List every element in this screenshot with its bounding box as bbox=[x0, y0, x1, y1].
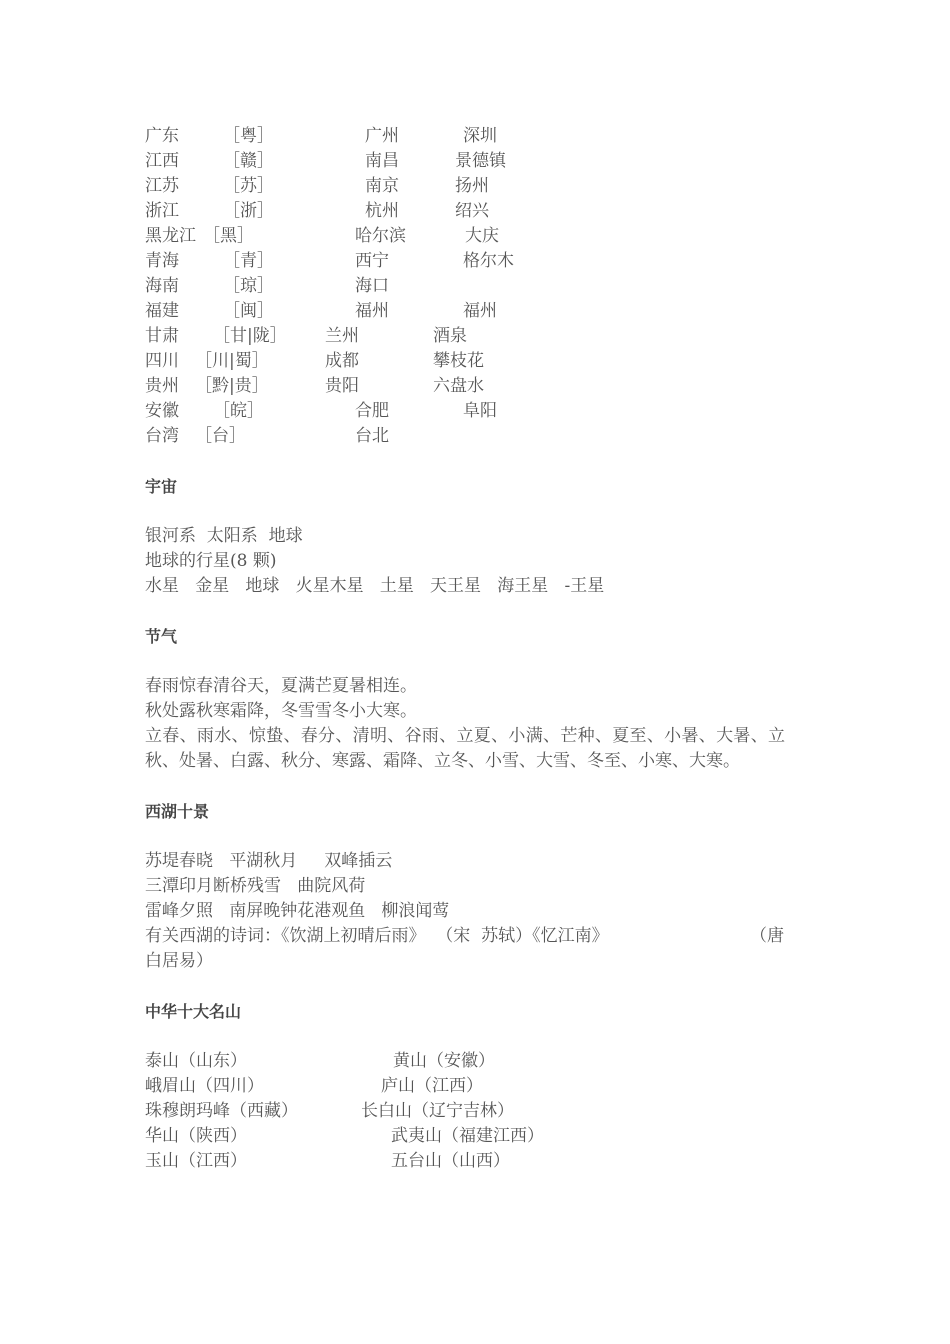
section-heading-west-lake: 西湖十景 bbox=[145, 802, 210, 821]
west-lake-poems-author: 白居易） bbox=[145, 951, 213, 971]
province-capital: 西宁 bbox=[355, 251, 389, 271]
solar-terms-list: 立春、雨水、惊蛰、春分、清明、谷雨、立夏、小满、芒种、夏至、小暑、大暑、立秋、处暑、白露、秋分、寒露、霜降、立冬、小雪、大雪、冬至、小寒、大寒。 bbox=[145, 726, 785, 771]
province-abbr: ［赣］ bbox=[223, 151, 274, 171]
province-capital: 广州 bbox=[365, 126, 399, 146]
province-row bbox=[145, 324, 795, 349]
solar-terms-verse-1: 春雨惊春清谷天，夏满芒夏暑相连。 bbox=[145, 676, 417, 696]
province-row bbox=[145, 249, 795, 274]
mountain-left: 峨眉山（四川） bbox=[145, 1076, 264, 1096]
section-heading-solar-terms: 节气 bbox=[145, 627, 178, 646]
province-name: 安徽 bbox=[145, 401, 179, 421]
mountain-left: 珠穆朗玛峰（西藏） bbox=[145, 1101, 298, 1121]
mountain-right: 武夷山（福建江西） bbox=[391, 1126, 544, 1146]
province-row bbox=[145, 299, 795, 324]
province-row bbox=[145, 374, 795, 399]
province-row bbox=[145, 174, 795, 199]
mountain-row bbox=[145, 1149, 795, 1174]
solar-terms-verse-2: 秋处露秋寒霜降，冬雪雪冬小大寒。 bbox=[145, 701, 417, 721]
section-heading-universe: 宇宙 bbox=[145, 477, 178, 496]
province-table bbox=[145, 124, 795, 449]
province-city: 阜阳 bbox=[463, 401, 497, 421]
province-city: 六盘水 bbox=[433, 376, 484, 396]
mountain-row bbox=[145, 1049, 795, 1074]
province-capital: 兰州 bbox=[325, 326, 359, 346]
province-capital: 杭州 bbox=[365, 201, 399, 221]
province-city: 酒泉 bbox=[433, 326, 467, 346]
province-name: 青海 bbox=[145, 251, 179, 271]
province-name: 贵州 bbox=[145, 376, 179, 396]
province-abbr: ［琼］ bbox=[223, 276, 274, 296]
province-abbr: ［苏］ bbox=[223, 176, 274, 196]
province-city: 格尔木 bbox=[463, 251, 514, 271]
province-row bbox=[145, 224, 795, 249]
province-name: 海南 bbox=[145, 276, 179, 296]
province-name: 甘肃 bbox=[145, 326, 179, 346]
west-lake-poems-text: 有关西湖的诗词：《饮湖上初晴后雨》 （宋 苏轼）《忆江南》 bbox=[145, 926, 609, 946]
mountain-table bbox=[145, 1049, 795, 1174]
universe-planets: 水星 金星 地球 火星木星 土星 天王星 海王星 -王星 bbox=[145, 576, 605, 596]
province-name: 台湾 bbox=[145, 426, 179, 446]
province-row bbox=[145, 274, 795, 299]
province-abbr: ［粤］ bbox=[223, 126, 274, 146]
province-row bbox=[145, 399, 795, 424]
province-row bbox=[145, 124, 795, 149]
province-row bbox=[145, 424, 795, 449]
universe-line-1: 银河系 太阳系 地球 bbox=[145, 526, 303, 546]
universe-line-2: 地球的行星(8 颗) bbox=[145, 551, 277, 571]
province-name: 浙江 bbox=[145, 201, 179, 221]
west-lake-line-1: 苏堤春晓 平湖秋月 双峰插云 bbox=[145, 851, 393, 871]
west-lake-line-2: 三潭印月断桥残雪 曲院风荷 bbox=[145, 876, 366, 896]
province-abbr: ［青］ bbox=[223, 251, 274, 271]
province-abbr: ［甘|陇］ bbox=[213, 326, 287, 346]
mountain-row bbox=[145, 1074, 795, 1099]
mountain-right: 庐山（江西） bbox=[381, 1076, 483, 1096]
province-city: 景德镇 bbox=[455, 151, 506, 171]
province-name: 江西 bbox=[145, 151, 179, 171]
province-city: 扬州 bbox=[455, 176, 489, 196]
province-abbr: ［浙］ bbox=[223, 201, 274, 221]
province-capital: 合肥 bbox=[355, 401, 389, 421]
west-lake-poems-tang: （唐 bbox=[750, 926, 784, 946]
province-name: 江苏 bbox=[145, 176, 179, 196]
province-abbr: ［闽］ bbox=[223, 301, 274, 321]
province-city: 大庆 bbox=[465, 226, 499, 246]
mountain-row bbox=[145, 1099, 795, 1124]
mountain-left: 华山（陕西） bbox=[145, 1126, 247, 1146]
west-lake-line-3: 雷峰夕照 南屏晚钟花港观鱼 柳浪闻莺 bbox=[145, 901, 450, 921]
mountain-right: 长白山（辽宁吉林） bbox=[361, 1101, 514, 1121]
province-abbr: ［台］ bbox=[195, 426, 246, 446]
province-city: 攀枝花 bbox=[433, 351, 484, 371]
section-heading-mountains: 中华十大名山 bbox=[145, 1002, 242, 1021]
province-row bbox=[145, 199, 795, 224]
province-capital: 海口 bbox=[355, 276, 389, 296]
province-abbr: ［川|蜀］ bbox=[195, 351, 269, 371]
province-abbr: ［黑］ bbox=[203, 226, 254, 246]
west-lake-poems bbox=[145, 924, 795, 949]
province-city: 绍兴 bbox=[455, 201, 489, 221]
province-capital: 福州 bbox=[355, 301, 389, 321]
document-body bbox=[145, 124, 795, 1174]
province-row bbox=[145, 149, 795, 174]
province-name: 黑龙江 bbox=[145, 226, 196, 246]
mountain-right: 五台山（山西） bbox=[391, 1151, 510, 1171]
mountain-left: 泰山（山东） bbox=[145, 1051, 247, 1071]
province-city: 深圳 bbox=[463, 126, 497, 146]
province-row bbox=[145, 349, 795, 374]
province-name: 福建 bbox=[145, 301, 179, 321]
province-capital: 成都 bbox=[325, 351, 359, 371]
province-capital: 贵阳 bbox=[325, 376, 359, 396]
province-capital: 南京 bbox=[365, 176, 399, 196]
province-capital: 南昌 bbox=[365, 151, 399, 171]
mountain-row bbox=[145, 1124, 795, 1149]
province-capital: 哈尔滨 bbox=[355, 226, 406, 246]
province-capital: 台北 bbox=[355, 426, 389, 446]
mountain-right: 黄山（安徽） bbox=[393, 1051, 495, 1071]
province-city: 福州 bbox=[463, 301, 497, 321]
province-abbr: ［皖］ bbox=[213, 401, 264, 421]
mountain-left: 玉山（江西） bbox=[145, 1151, 247, 1171]
province-abbr: ［黔|贵］ bbox=[195, 376, 269, 396]
province-name: 广东 bbox=[145, 126, 179, 146]
province-name: 四川 bbox=[145, 351, 179, 371]
